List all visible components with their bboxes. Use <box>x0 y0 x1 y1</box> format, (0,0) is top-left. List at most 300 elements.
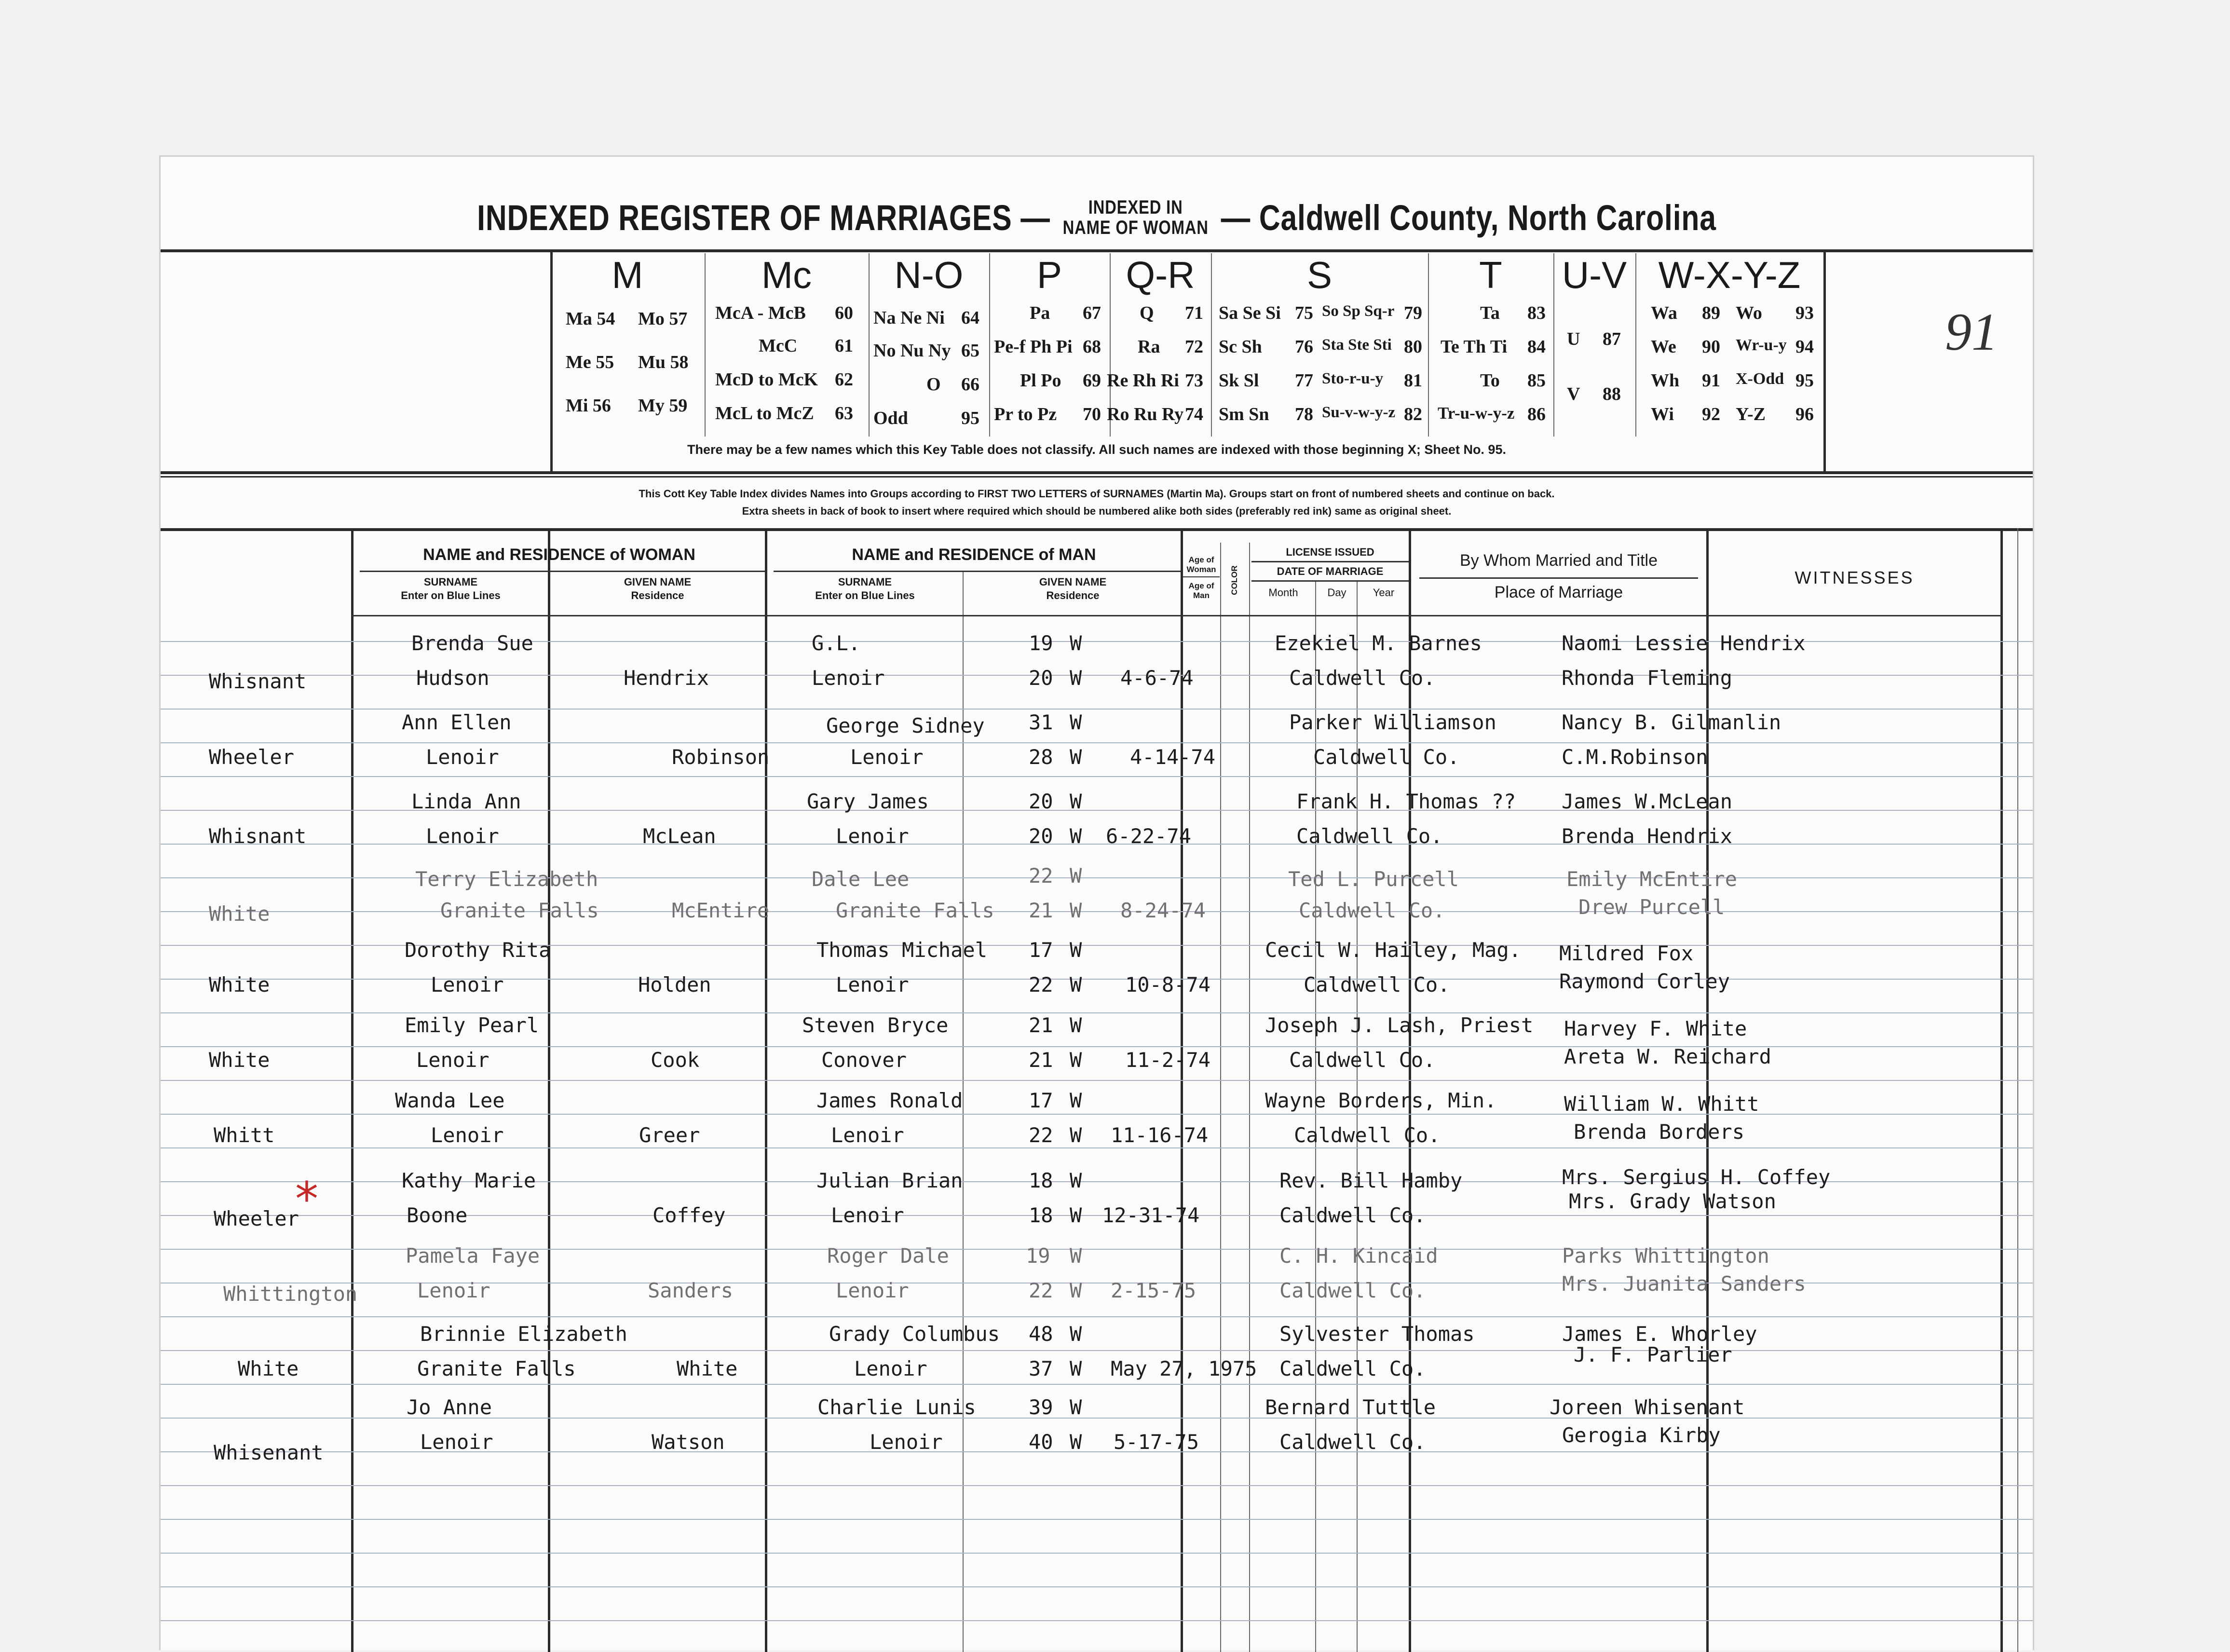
entry-w-given: Emily Pearl <box>405 1013 539 1037</box>
key-cell: Sc Sh <box>1219 337 1262 357</box>
entry-place: Caldwell Co. <box>1289 666 1436 690</box>
key-cell: 70 <box>1083 404 1101 424</box>
entry-w-given: Ann Ellen <box>402 710 512 734</box>
entry-m-given: Steven Bryce <box>802 1013 949 1037</box>
key-header-s: S <box>1306 254 1333 296</box>
entry-date: 10-8-74 <box>1125 973 1211 997</box>
instructions-line-2: Extra sheets in back of book to insert where required which should be numbered alike both sides (preferably red ink) same as original sheet. <box>742 505 1452 517</box>
ruled-line <box>161 1586 2033 1587</box>
key-header-qr: Q-R <box>1126 254 1195 296</box>
entry-wit1: Mrs. Sergius H. Coffey <box>1562 1165 1831 1189</box>
key-cell: 76 <box>1295 337 1313 357</box>
header-text: Residence <box>1046 589 1100 601</box>
entry-w-given: Wanda Lee <box>395 1089 505 1112</box>
key-cell: Pl Po <box>1020 370 1061 391</box>
entry-official: Ezekiel M. Barnes <box>1275 631 1482 655</box>
entry-m-res: Lenoir <box>831 1203 904 1227</box>
entry-date: 5-17-75 <box>1114 1430 1199 1454</box>
entry-date: 6-22-74 <box>1106 824 1192 848</box>
page-number: 91 <box>1945 302 1998 361</box>
entry-w-given: Jo Anne <box>407 1395 492 1419</box>
header-rule <box>1183 576 1220 577</box>
entry-w-surname: White <box>209 973 270 997</box>
entry-w-res: Lenoir <box>416 1048 490 1072</box>
key-cell: McD to McK <box>715 369 818 390</box>
header-text: SURNAME <box>838 576 892 588</box>
register-title <box>329 194 1864 238</box>
entry-w-res: Hudson <box>416 666 490 690</box>
header-woman-surname <box>354 575 548 602</box>
entry-m-res: Conover <box>821 1048 907 1072</box>
key-cell: Wa <box>1651 303 1677 323</box>
entry-wit2: Areta W. Reichard <box>1564 1044 1771 1068</box>
key-cell: 88 <box>1603 384 1621 404</box>
entry-m-surname: McEntire <box>672 899 770 922</box>
entry-m-given: Grady Columbus <box>829 1322 1000 1346</box>
ruled-line <box>161 776 2033 777</box>
header-woman-given <box>550 575 765 602</box>
header-officiant: By Whom Married and Title <box>1459 551 1658 570</box>
key-cell: Me 55 <box>566 352 614 372</box>
header-text: Enter on Blue Lines <box>815 589 915 601</box>
entry-age-m: 18 <box>1029 1203 1053 1227</box>
header-rule <box>360 571 765 572</box>
entry-w-surname: Whisnant <box>209 824 307 848</box>
entry-color-w: W <box>1070 631 1082 655</box>
entry-wit1: Naomi Lessie Hendrix <box>1562 631 1806 655</box>
entry-w-surname: Whisnant <box>209 669 307 694</box>
entry-place: Caldwell Co. <box>1279 1357 1426 1380</box>
header-color: COLOR <box>1230 565 1239 595</box>
entry-age-m: 20 <box>1029 824 1053 848</box>
entry-w-res: Lenoir <box>426 745 499 769</box>
ruled-line <box>161 1316 2033 1317</box>
entry-w-given: Linda Ann <box>411 790 521 813</box>
entry-wit2: Brenda Borders <box>1574 1120 1745 1144</box>
header-text: Enter on Blue Lines <box>401 589 501 601</box>
entry-color-w: W <box>1070 1322 1082 1346</box>
header-rule <box>774 571 1181 572</box>
key-cell: 77 <box>1295 370 1313 391</box>
entry-w-given: Brinnie Elizabeth <box>420 1322 627 1346</box>
title-middle-bottom: NAME OF WOMAN <box>1062 217 1209 239</box>
key-cell: 63 <box>835 403 853 423</box>
entry-color-w: W <box>1070 1395 1082 1419</box>
entry-official: Frank H. Thomas ?? <box>1296 790 1516 813</box>
key-cell: Ma 54 <box>566 309 615 329</box>
header-license: LICENSE ISSUED <box>1286 546 1374 558</box>
ruled-line <box>161 1553 2033 1554</box>
key-cell: 75 <box>1295 303 1313 323</box>
entry-place: Caldwell Co. <box>1313 745 1460 769</box>
key-cell: O <box>926 374 941 395</box>
key-cell: Ra <box>1138 337 1160 357</box>
entry-official: Parker Williamson <box>1289 710 1496 734</box>
ruled-line <box>161 1350 2033 1351</box>
entry-m-given: James Ronald <box>816 1089 963 1112</box>
entry-m-res: Lenoir <box>836 824 909 848</box>
entry-w-res: Granite Falls <box>440 899 599 922</box>
key-table-note: There may be a few names which this Key Table does not classify. All such names are indexed with those beginning X; Sheet No. 95. <box>687 442 1506 457</box>
key-cell: Te Th Ti <box>1441 337 1508 357</box>
entry-color-w: W <box>1070 864 1082 887</box>
entry-age-w: 21 <box>1029 1013 1053 1037</box>
key-cell: Mo 57 <box>638 309 688 329</box>
header-rule <box>1251 580 1409 582</box>
rule <box>161 249 2033 252</box>
entry-place: Caldwell Co. <box>1294 1123 1441 1147</box>
entry-color-m: W <box>1070 666 1082 690</box>
key-header-mc: Mc <box>761 254 812 296</box>
key-cell: We <box>1651 337 1676 357</box>
header-year: Year <box>1373 587 1395 599</box>
key-cell: To <box>1480 370 1500 391</box>
entry-m-surname: Sanders <box>648 1279 734 1302</box>
key-cell: Mu 58 <box>638 352 689 372</box>
entry-m-surname: Hendrix <box>624 666 709 690</box>
key-cell: Sta Ste Sti <box>1322 336 1392 354</box>
entry-age-w: 22 <box>1029 864 1053 887</box>
entry-wit2: Rhonda Fleming <box>1562 666 1733 690</box>
header-woman: NAME and RESIDENCE of WOMAN <box>423 546 695 564</box>
entry-official: Rev. Bill Hamby <box>1279 1169 1463 1192</box>
entry-color-m: W <box>1070 1357 1082 1380</box>
entry-color-w: W <box>1070 1244 1082 1268</box>
entry-m-given: Gary James <box>807 790 929 813</box>
header-text: Residence <box>631 589 684 601</box>
entry-place: Caldwell Co. <box>1279 1430 1426 1454</box>
key-cell: Odd <box>873 408 908 428</box>
header-text: Age of <box>1188 581 1214 590</box>
entry-wit2: Gerogia Kirby <box>1562 1423 1721 1447</box>
entry-age-w: 17 <box>1029 938 1053 962</box>
entry-w-given: Brenda Sue <box>411 631 533 655</box>
header-man-surname <box>767 575 963 602</box>
header-text: SURNAME <box>423 576 478 588</box>
entry-m-surname: White <box>677 1357 738 1380</box>
header-rule <box>1419 577 1698 579</box>
entry-m-given: Dale Lee <box>812 867 910 891</box>
entry-date: 11-16-74 <box>1111 1123 1209 1147</box>
entry-wit1: Mildred Fox <box>1559 942 1694 966</box>
ruled-line <box>161 1519 2033 1520</box>
key-cell: 66 <box>961 374 979 395</box>
entry-w-given: Terry Elizabeth <box>415 867 598 891</box>
rule <box>161 471 2033 474</box>
rule <box>161 528 2033 531</box>
entry-w-res: Lenoir <box>431 1123 504 1147</box>
entry-age-w: 19 <box>1029 631 1053 655</box>
key-cell: Wr-u-y <box>1736 336 1787 354</box>
entry-color-m: W <box>1070 1123 1082 1147</box>
key-cell: Y-Z <box>1736 404 1766 424</box>
ruled-line <box>161 1620 2033 1621</box>
entry-wit1: James E. Whorley <box>1562 1322 1757 1346</box>
key-cell: Pr to Pz <box>994 404 1057 424</box>
entry-place: Caldwell Co. <box>1304 973 1450 997</box>
entry-color-w: W <box>1070 1089 1082 1112</box>
entry-place: Caldwell Co. <box>1289 1048 1436 1072</box>
key-cell: 74 <box>1185 404 1203 424</box>
entry-age-w: 39 <box>1029 1395 1053 1419</box>
entry-w-surname: Whisenant <box>214 1440 324 1464</box>
key-cell: 64 <box>961 308 979 328</box>
entry-official: C. H. Kincaid <box>1279 1244 1438 1268</box>
key-cell: 73 <box>1185 370 1203 391</box>
key-cell: Re Rh Ri <box>1107 370 1179 391</box>
entry-age-w: 20 <box>1029 790 1053 813</box>
key-cell: 60 <box>835 303 853 323</box>
entry-w-surname: White <box>209 902 270 926</box>
entry-wit2: Raymond Corley <box>1559 969 1730 993</box>
entry-place: Caldwell Co. <box>1296 824 1443 848</box>
entry-m-res: Lenoir <box>831 1123 904 1147</box>
entry-date: 4-14-74 <box>1130 745 1216 769</box>
entry-age-m: 40 <box>1029 1430 1053 1454</box>
key-cell: Wh <box>1651 370 1680 391</box>
key-cell: Na Ne Ni <box>873 308 945 328</box>
entry-official: Ted L. Purcell <box>1288 867 1459 891</box>
entry-w-surname: White <box>209 1048 270 1072</box>
entry-w-res: Granite Falls <box>417 1357 576 1380</box>
entry-m-surname: Watson <box>652 1430 725 1454</box>
entry-w-given: Pamela Faye <box>406 1244 540 1268</box>
ruled-line <box>161 1485 2033 1486</box>
entry-wit2: Mrs. Juanita Sanders <box>1562 1271 1806 1296</box>
key-cell: 68 <box>1083 337 1101 357</box>
key-cell: 89 <box>1702 303 1720 323</box>
key-cell: 87 <box>1603 329 1621 349</box>
key-cell: Mi 56 <box>566 396 611 416</box>
entry-age-m: 28 <box>1029 745 1053 769</box>
entry-w-res: Boone <box>407 1203 468 1227</box>
column-rule <box>2017 528 2018 1652</box>
entry-wit1: William W. Whitt <box>1564 1092 1759 1116</box>
entry-m-surname: Greer <box>639 1123 700 1147</box>
entry-wit2: C.M.Robinson <box>1562 745 1708 769</box>
header-man: NAME and RESIDENCE of MAN <box>852 546 1096 564</box>
column-rule <box>1706 528 1709 1652</box>
entry-color-m: W <box>1070 1203 1082 1227</box>
entry-color-w: W <box>1070 710 1082 734</box>
entry-wit1: Nancy B. Gilmanlin <box>1562 710 1781 734</box>
entry-age-m: 22 <box>1029 1279 1053 1302</box>
entry-color-m: W <box>1070 1048 1082 1072</box>
key-cell: 92 <box>1702 404 1720 424</box>
entry-age-m: 20 <box>1029 666 1053 690</box>
key-cell: 79 <box>1404 303 1422 323</box>
entry-m-res: Lenoir <box>870 1430 943 1454</box>
key-cell: 91 <box>1702 370 1720 391</box>
key-cell: 69 <box>1083 370 1101 391</box>
ruled-line <box>161 1147 2033 1148</box>
key-cell: 67 <box>1083 303 1101 323</box>
key-cell: 86 <box>1527 404 1546 424</box>
rule <box>161 476 2033 478</box>
entry-date: May 27, 1975 <box>1111 1357 1257 1380</box>
key-cell: Sk Sl <box>1219 370 1259 391</box>
key-cell: 65 <box>961 341 979 361</box>
entry-color-m: W <box>1070 824 1082 848</box>
key-border <box>1823 249 1826 471</box>
key-cell: So Sp Sq-r <box>1322 302 1395 320</box>
entry-w-res: Lenoir <box>431 973 504 997</box>
key-cell: Tr-u-w-y-z <box>1438 404 1515 423</box>
header-man-given <box>965 575 1181 602</box>
title-right: — Caldwell County, North Carolina <box>1221 197 1716 238</box>
key-cell: 85 <box>1527 370 1546 391</box>
entry-color-w: W <box>1070 790 1082 813</box>
entry-wit1: Parks Whittington <box>1562 1244 1769 1268</box>
entry-m-surname: Robinson <box>672 745 770 769</box>
key-cell: Sm Sn <box>1219 404 1269 424</box>
key-cell: 72 <box>1185 337 1203 357</box>
header-text: GIVEN NAME <box>624 576 692 588</box>
header-age-woman <box>1182 555 1221 574</box>
key-cell: U <box>1567 329 1580 349</box>
entry-m-surname: McLean <box>643 824 716 848</box>
ruled-line <box>161 709 2033 710</box>
entry-place: Caldwell Co. <box>1279 1203 1426 1227</box>
entry-w-res: Lenoir <box>417 1279 490 1302</box>
entry-w-given: Kathy Marie <box>402 1169 536 1192</box>
key-cell: 81 <box>1404 370 1422 391</box>
entry-color-m: W <box>1070 1279 1082 1302</box>
entry-w-res: Lenoir <box>426 824 499 848</box>
entry-wit1: James W.McLean <box>1562 790 1733 813</box>
column-rule <box>2000 528 2003 1652</box>
key-cell: McL to McZ <box>715 403 814 423</box>
key-cell: 94 <box>1795 337 1814 357</box>
key-cell: No Nu Ny <box>873 341 951 361</box>
column-rule <box>1315 581 1316 1652</box>
entry-wit1: Harvey F. White <box>1564 1017 1747 1041</box>
header-text: GIVEN NAME <box>1039 576 1107 588</box>
key-cell: 93 <box>1795 303 1814 323</box>
entry-age-m: 21 <box>1029 1048 1053 1072</box>
ruled-line <box>161 1080 2033 1081</box>
column-rule <box>548 528 550 1652</box>
entry-place: Caldwell Co. <box>1299 899 1445 922</box>
entry-m-res: Lenoir <box>854 1357 927 1380</box>
entry-w-given: Dorothy Rita <box>405 938 551 962</box>
entry-color-m: W <box>1070 745 1082 769</box>
key-cell: Wi <box>1651 404 1674 424</box>
entry-date: 12-31-74 <box>1102 1203 1200 1227</box>
entry-w-surname: Whittington <box>223 1282 358 1306</box>
key-cell: 96 <box>1795 404 1814 424</box>
header-rule <box>1251 561 1409 562</box>
column-rule <box>1181 528 1183 1652</box>
key-cell: 83 <box>1527 303 1546 323</box>
entry-age-m: 21 <box>1029 899 1053 922</box>
entry-m-given: George Sidney <box>826 714 985 738</box>
title-middle <box>1063 197 1209 238</box>
entry-wit2: Drew Purcell <box>1578 895 1725 919</box>
entry-m-res: Lenoir <box>836 973 909 997</box>
title-middle-top: INDEXED IN <box>1088 197 1183 218</box>
entry-date: 11-2-74 <box>1125 1048 1211 1072</box>
key-cell: Q <box>1140 303 1154 323</box>
entry-date: 4-6-74 <box>1120 666 1194 690</box>
key-cell: 71 <box>1185 303 1203 323</box>
entry-place: Caldwell Co. <box>1279 1279 1426 1302</box>
entry-wit2: Mrs. Grady Watson <box>1569 1189 1776 1214</box>
header-date: DATE OF MARRIAGE <box>1277 565 1384 577</box>
header-month: Month <box>1268 587 1298 599</box>
entry-wit2: J. F. Parlier <box>1574 1343 1732 1367</box>
entry-age-m: 37 <box>1029 1357 1053 1380</box>
key-cell: 78 <box>1295 404 1313 424</box>
entry-m-given: G.L. <box>812 631 861 655</box>
register-sheet <box>159 155 2034 1650</box>
key-cell: 95 <box>961 408 979 428</box>
entry-color-w: W <box>1070 1013 1082 1037</box>
entry-age-w: 17 <box>1029 1089 1053 1112</box>
key-cell: 80 <box>1404 337 1422 357</box>
key-cell: Ro Ru Ry <box>1107 404 1184 424</box>
key-cell: Wo <box>1736 303 1762 323</box>
header-age-man <box>1182 581 1221 601</box>
entry-official: Cecil W. Hailey, Mag. <box>1265 938 1522 962</box>
entry-m-res: Lenoir <box>812 666 885 690</box>
key-cell: 84 <box>1527 337 1546 357</box>
entry-official: Bernard Tuttle <box>1265 1395 1436 1419</box>
key-cell: Pa <box>1030 303 1050 323</box>
column-rule <box>1357 581 1358 1652</box>
header-place: Place of Marriage <box>1494 583 1623 601</box>
key-cell: McA - McB <box>715 303 806 323</box>
key-header-t: T <box>1479 254 1502 296</box>
entry-w-res: Lenoir <box>420 1430 493 1454</box>
key-cell: X-Odd <box>1736 370 1784 388</box>
key-cell: 90 <box>1702 337 1720 357</box>
key-header-no: N-O <box>894 254 964 296</box>
entry-color-w: W <box>1070 1169 1082 1192</box>
title-left: INDEXED REGISTER OF MARRIAGES — <box>477 197 1050 238</box>
key-cell: 82 <box>1404 404 1422 424</box>
instructions-line-1: This Cott Key Table Index divides Names into Groups according to FIRST TWO LETTERS of SURNAMES (Martin Ma). Groups start on front of numbered sheets and continue on back. <box>639 488 1555 500</box>
entry-wit1: Joreen Whisenant <box>1550 1395 1745 1419</box>
entry-m-given: Julian Brian <box>816 1169 963 1192</box>
entry-m-given: Charlie Lunis <box>817 1395 976 1419</box>
entry-age-w: 18 <box>1029 1169 1053 1192</box>
entry-m-res: Lenoir <box>836 1279 909 1302</box>
entry-age-w: 48 <box>1029 1322 1053 1346</box>
key-cell: Pe-f Ph Pi <box>994 337 1073 357</box>
key-cell: 61 <box>835 336 853 356</box>
key-cell: 62 <box>835 369 853 390</box>
entry-official: Wayne Borders, Min. <box>1265 1089 1497 1112</box>
header-text: Age of <box>1188 555 1214 564</box>
entry-age-m: 22 <box>1029 973 1053 997</box>
key-cell: V <box>1567 384 1580 404</box>
entry-official: Joseph J. Lash, Priest <box>1265 1013 1534 1037</box>
entry-w-surname: Whitt <box>214 1123 275 1147</box>
column-rule <box>351 528 354 1652</box>
red-asterisk-marker: * <box>295 1172 318 1226</box>
key-cell: Sa Se Si <box>1219 303 1281 323</box>
entry-m-surname: Cook <box>651 1048 700 1072</box>
header-day: Day <box>1327 587 1346 599</box>
entry-w-surname: White <box>238 1357 299 1380</box>
key-cell: My 59 <box>638 396 688 416</box>
entry-color-m: W <box>1070 899 1082 922</box>
entry-date: 8-24-74 <box>1120 899 1206 922</box>
key-cell: Su-v-w-y-z <box>1322 404 1396 421</box>
key-header-p: P <box>1036 254 1062 296</box>
entry-official: Sylvester Thomas <box>1279 1322 1475 1346</box>
